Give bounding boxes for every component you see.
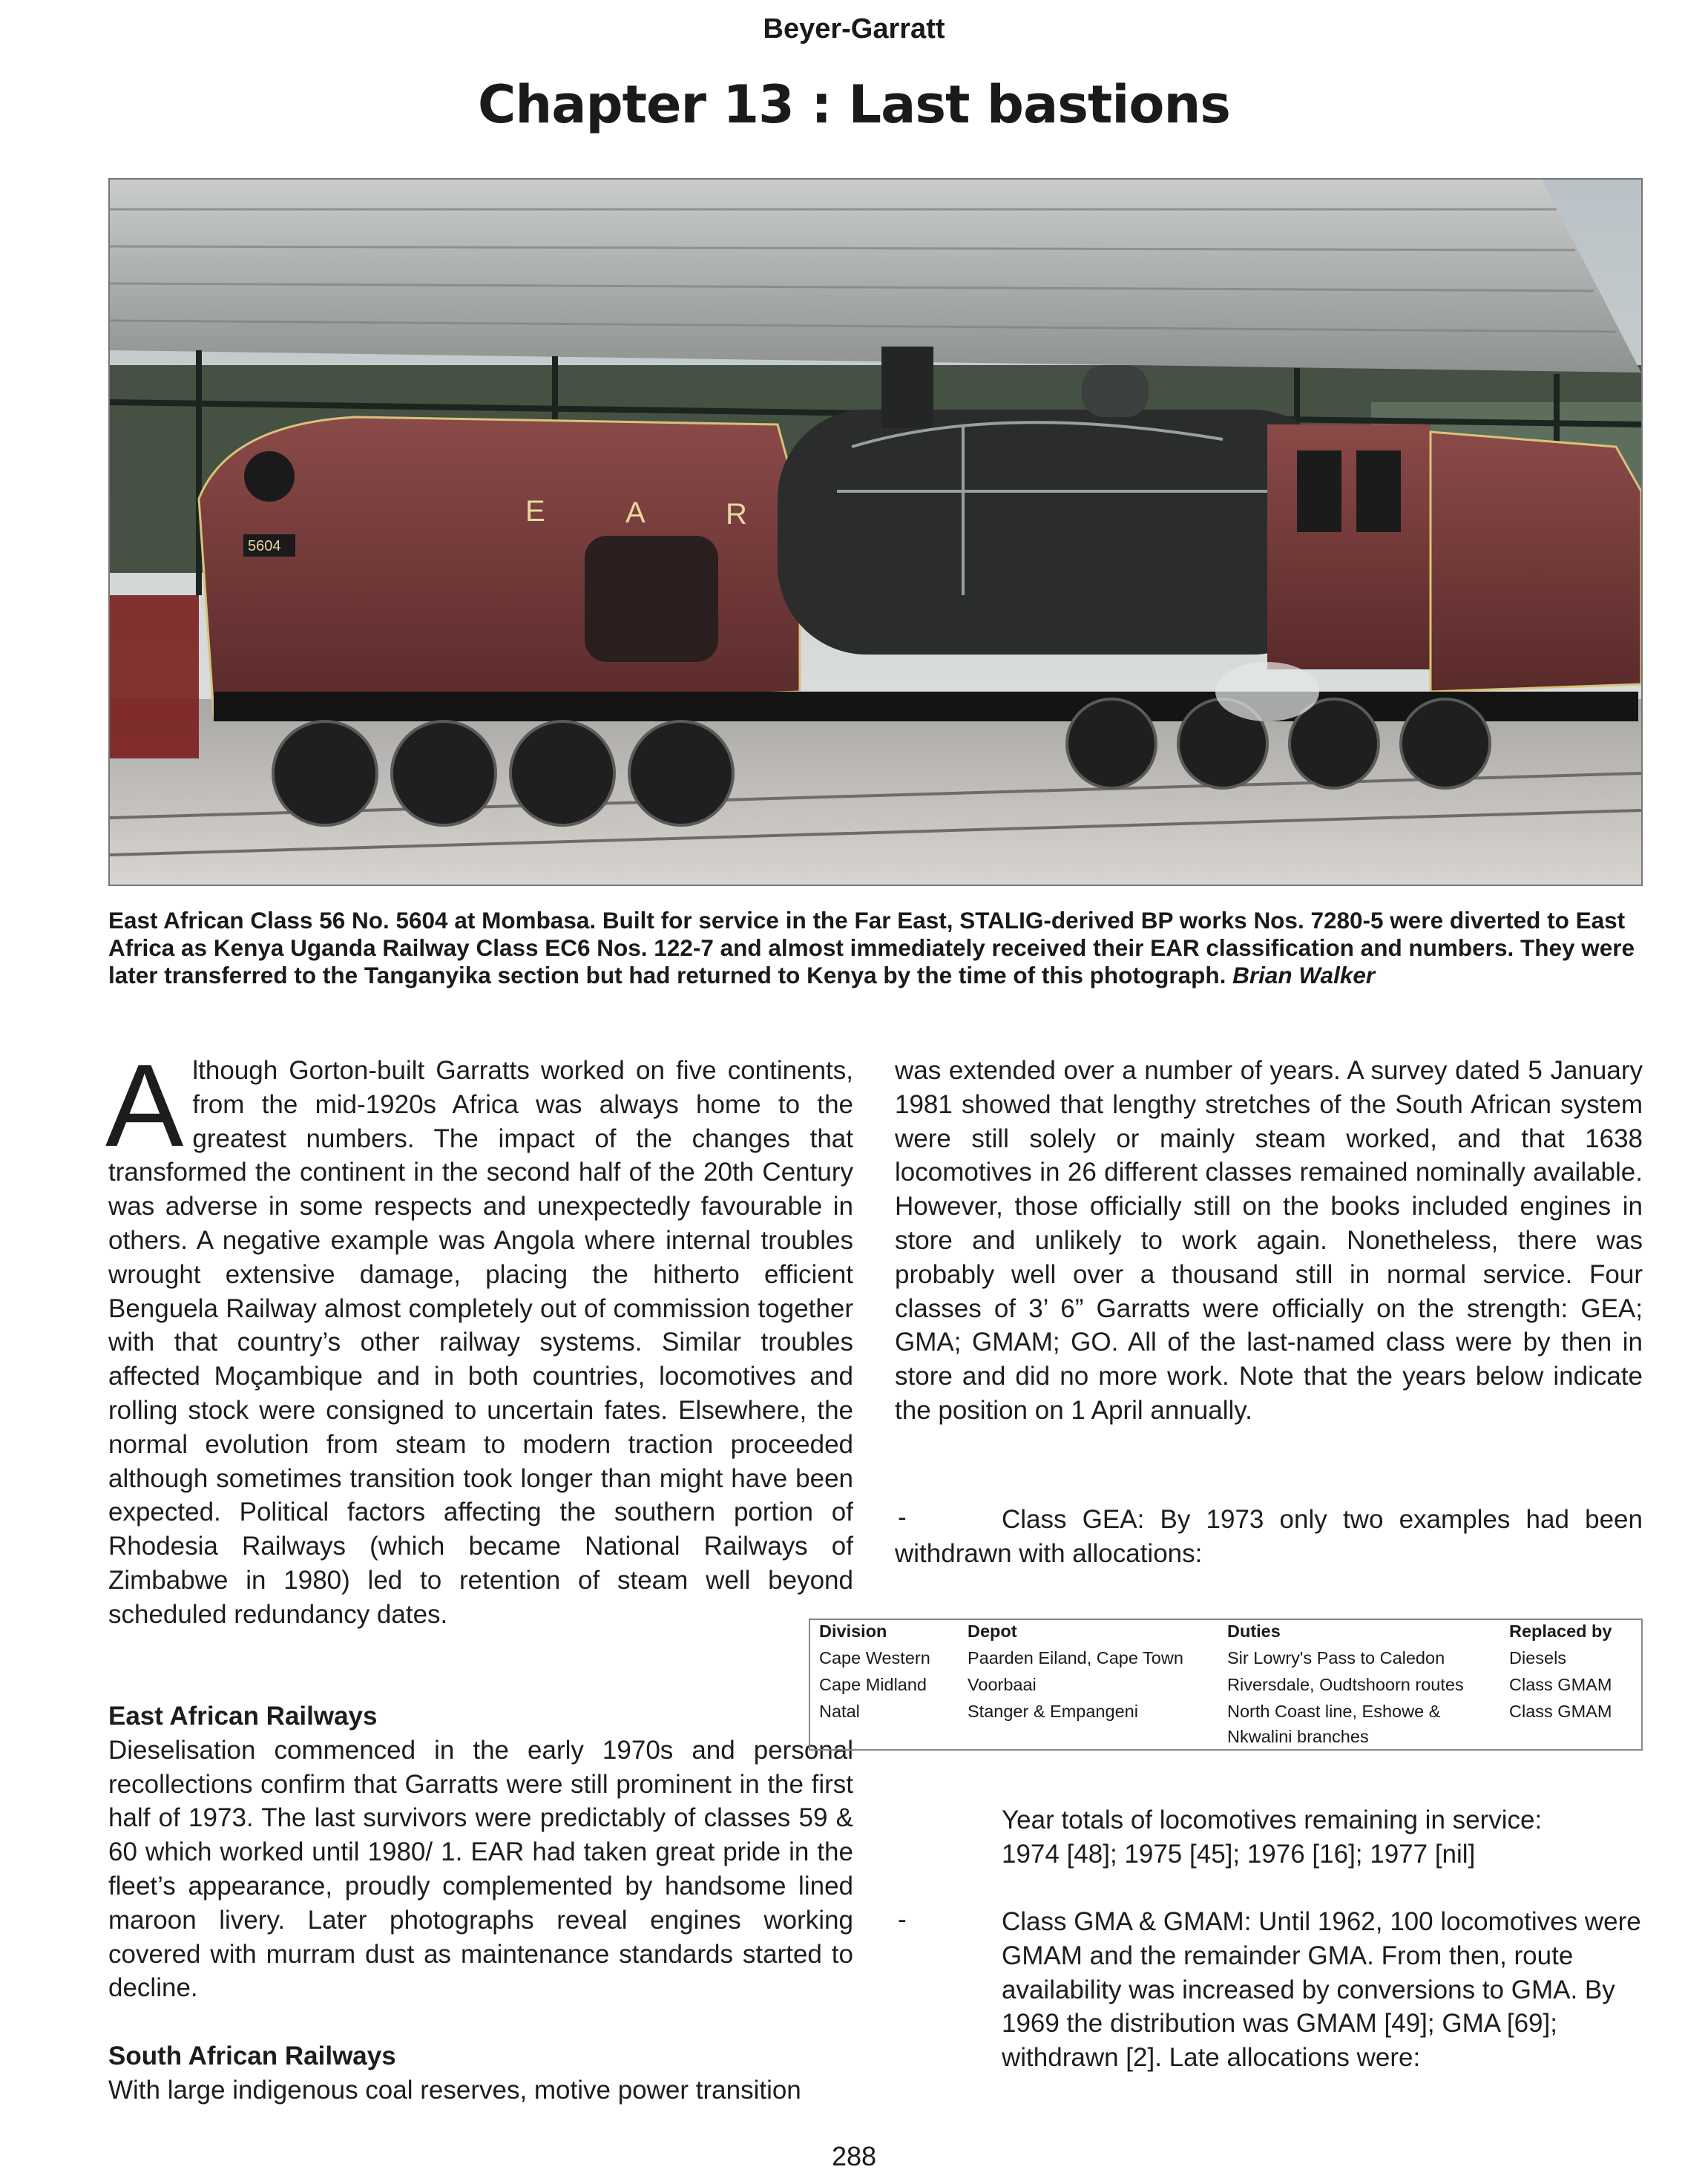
ear-heading: East African Railways bbox=[108, 1702, 378, 1731]
table-cell: Paarden Eiland, Cape Town bbox=[968, 1648, 1183, 1667]
table-header-duties: Duties bbox=[1227, 1621, 1281, 1641]
year-totals-label: Year totals of locomotives remaining in service: bbox=[1002, 1806, 1543, 1834]
table-cell: Sir Lowry's Pass to Caledon bbox=[1227, 1648, 1445, 1667]
table-cell: Stanger & Empangeni bbox=[968, 1702, 1138, 1721]
table-header-row bbox=[810, 1620, 1641, 1644]
drop-cap: A bbox=[105, 1040, 184, 1171]
ear-section bbox=[108, 1699, 853, 2005]
table-cell: Diesels bbox=[1509, 1648, 1567, 1667]
table-header-replaced-by: Replaced by bbox=[1509, 1621, 1612, 1641]
gma-bullet: - bbox=[898, 1905, 907, 1934]
intro-paragraph bbox=[105, 1040, 853, 1632]
ear-text: Dieselisation commenced in the early 1970s and personal recollections confirm that Garratts were still prominent in the first half of 1973. The last survivors were predictably of classes 59 & 60 which worked until 1980/ 1. EAR had taken great pride in the fleet’s appearance, proudly complemented by handsome lined maroon livery. Later photographs reveal engines working covered with murram dust as maintenance standards started to decline. bbox=[108, 1735, 853, 2003]
table-row bbox=[810, 1671, 1641, 1698]
page-number: 288 bbox=[831, 2141, 877, 2171]
number-plate: 5604 bbox=[248, 538, 281, 554]
lettering-r: R bbox=[726, 498, 747, 531]
lettering-a: A bbox=[625, 496, 646, 529]
year-totals-values: 1974 [48]; 1975 [45]; 1976 [16]; 1977 [nil] bbox=[1002, 1839, 1476, 1869]
table-cell: Voorbaai bbox=[968, 1675, 1037, 1694]
allocation-table bbox=[810, 1620, 1641, 1750]
year-totals-block bbox=[1002, 1803, 1643, 1872]
sar-text: With large indigenous coal reserves, motive power transition bbox=[108, 2075, 801, 2105]
gma-item: Class GMA & GMAM: Until 1962, 100 locomotives were GMAM and the remainder GMA. From then, route availability was increased by conversions to GMA. By 1969 the distribution was GMAM [49]; GMA [69]; withdrawn [2]. Late allocations were: bbox=[1002, 1907, 1641, 2073]
locomotive-illustration bbox=[110, 180, 1641, 885]
gea-bullet: - bbox=[898, 1503, 907, 1532]
table-header-depot: Depot bbox=[968, 1621, 1017, 1641]
table-cell: North Coast line, Eshowe & Nkwalini branches bbox=[1227, 1702, 1441, 1746]
table-cell: Cape Western bbox=[819, 1648, 930, 1667]
gea-item: Class GEA: By 1973 only two examples had been withdrawn with allocations: bbox=[895, 1505, 1643, 1568]
table-row bbox=[810, 1698, 1641, 1750]
table-cell: Class GMAM bbox=[1509, 1675, 1612, 1694]
caption-text: East African Class 56 No. 5604 at Mombasa. Built for service in the Far East, STALIG-derived BP works Nos. 7280-5 were diverted to East Africa as Kenya Uganda Railway Class EC6 Nos. 122-7 and almost immediately received their EAR classification and numbers. They were later transferred to the Tanganyika section but had returned to Kenya by the time of this photograph. bbox=[108, 907, 1635, 988]
sar-heading: South African Railways bbox=[108, 2042, 396, 2070]
table-cell: Natal bbox=[819, 1702, 860, 1721]
running-head: Beyer-Garratt bbox=[763, 13, 945, 45]
table-header-division: Division bbox=[819, 1621, 887, 1641]
table-cell: Riversdale, Oudtshoorn routes bbox=[1227, 1675, 1464, 1694]
table-cell: Cape Midland bbox=[819, 1675, 927, 1694]
sar-survey-paragraph: was extended over a number of years. A survey dated 5 January 1981 showed that lengthy stretches of the South African system were still solely or mainly steam worked, and that 1638 locomotives in 26 different classes remained nominally available. However, those officially still on the books included engines in store and unlikely to work again. Nonetheless, there was probably well over a thousand still in normal service. Four classes of 3’ 6” Garratts were officially on the strength: GEA; GMA; GMAM; GO. All of the last-named class were by then in store and did no more work. Note that the years below indicate the position on 1 April annually. bbox=[895, 1056, 1643, 1425]
chapter-title: Chapter 13 : Last bastions bbox=[478, 74, 1230, 135]
sar-section bbox=[108, 2039, 853, 2108]
table-row bbox=[810, 1644, 1641, 1671]
locomotive-photo bbox=[108, 178, 1643, 886]
intro-text: lthough Gorton-built Garratts worked on five continents, from the mid-1920s Africa was always home to the greatest numbers. The impact of the changes that transformed the continent in the second half of the 20th Century was adverse in some respects and unexpectedly favourable in others. A negative example was Angola where internal troubles wrought extensive damage, placing the hitherto efficient Benguela Railway almost completely out of commission together with that country’s other railway systems. Similar troubles affected Moçambique and in both countries, locomotives and rolling stock were consigned to uncertain fates. Elsewhere, the normal evolution from steam to modern traction proceeded although sometimes transition took longer than might have been expected. Political factors affecting the southern portion of Rhodesia Railways (which became National Railways of Zimbabwe in 1980) led to retention of steam well beyond scheduled redundancy dates. bbox=[108, 1056, 853, 1629]
caption-credit: Brian Walker bbox=[1232, 962, 1376, 988]
allocation-table-box bbox=[809, 1619, 1643, 1751]
lettering-e: E bbox=[525, 495, 545, 528]
photo-caption bbox=[108, 907, 1643, 989]
table-cell: Class GMAM bbox=[1509, 1702, 1612, 1721]
